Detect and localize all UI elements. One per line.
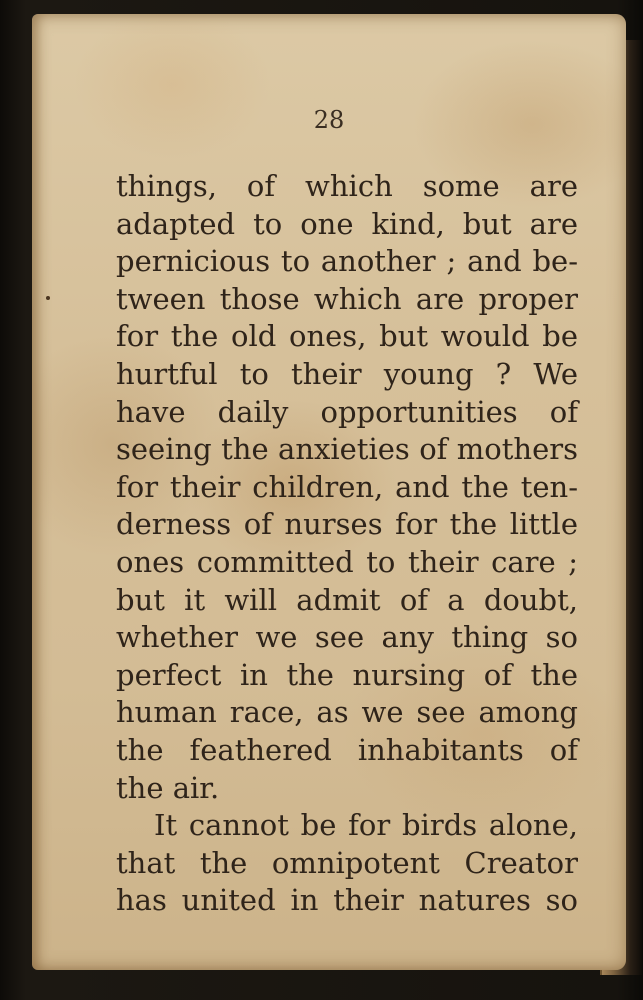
ink-speck — [46, 296, 50, 300]
text-line: hurtful to their young ? We — [116, 356, 578, 391]
paragraph-start-line: It cannot be for birds alone, — [154, 808, 578, 843]
text-line: that the omnipotent Creator — [116, 845, 578, 880]
book-page — [32, 14, 626, 970]
text-line: pernicious to another ; and be- — [116, 244, 578, 279]
text-line: ones committed to their care ; — [116, 544, 578, 579]
text-line: things, of which some are — [116, 169, 578, 203]
text-line: tween those which are proper — [116, 281, 578, 316]
text-line: for the old ones, but would be — [116, 319, 578, 354]
text-line: whether we see any thing so — [116, 620, 578, 655]
body-text — [116, 168, 578, 920]
text-line: adapted to one kind, but are — [116, 206, 578, 241]
text-line: human race, as we see among — [116, 695, 578, 730]
paragraph-end-line: the air. — [116, 770, 220, 805]
page-number: 28 — [313, 106, 345, 134]
text-line: have daily opportunities of — [116, 394, 578, 429]
text-line: seeing the anxieties of mothers — [116, 432, 578, 467]
text-line: perfect in the nursing of the — [116, 657, 578, 692]
text-line: for their children, and the ten- — [116, 469, 578, 504]
text-line: but it will admit of a doubt, — [116, 582, 578, 617]
text-line: has united in their natures so — [116, 883, 578, 918]
text-line: derness of nurses for the little — [116, 507, 578, 542]
text-line: the feathered inhabitants of — [116, 732, 578, 767]
